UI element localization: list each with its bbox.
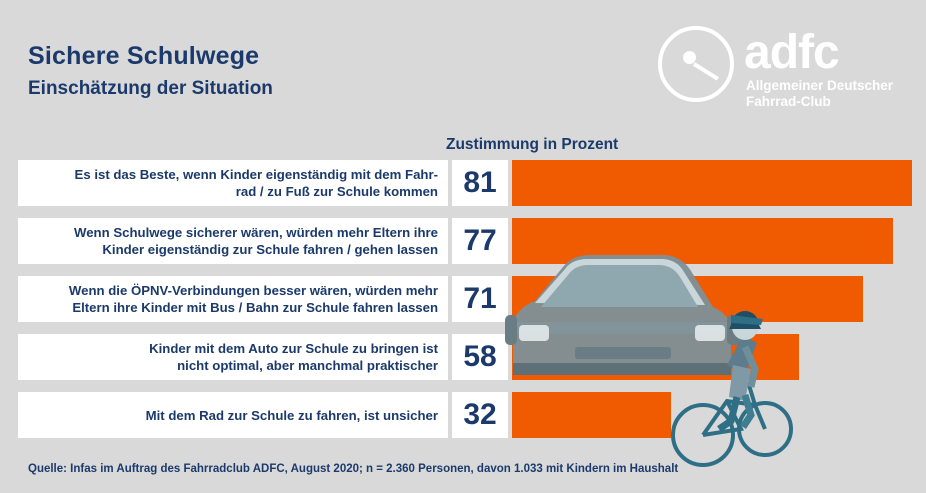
chart-row-value: 32: [452, 392, 508, 438]
chart-bar: [512, 334, 799, 380]
chart-row: [18, 392, 908, 438]
chart-bar: [512, 392, 671, 438]
chart-row: [18, 334, 908, 380]
chart-row-label-line1: Mit dem Rad zur Schule zu fahren, ist unsicher: [145, 407, 438, 423]
source-note: Quelle: Infas im Auftrag des Fahrradclub ADFC, August 2020; n = 2.360 Personen, davon 1.033 mit Kindern im Haushalt: [28, 463, 679, 475]
chart-row-label-line2: Eltern ihre Kinder mit Bus / Bahn zur Schule fahren lassen: [72, 300, 438, 315]
chart-row-label-line1: Es ist das Beste, wenn Kinder eigenständig mit dem Fahr-: [74, 167, 438, 182]
logo-tagline-line1: Allgemeiner Deutscher: [746, 78, 894, 93]
chart-row: [18, 218, 908, 264]
chart-row-label-line2: Kinder eigenständig zur Schule fahren / gehen lassen: [102, 242, 438, 257]
adfc-logo: [658, 24, 908, 110]
chart-row-label-line2: rad / zu Fuß zur Schule kommen: [235, 184, 438, 199]
chart-row: [18, 160, 908, 206]
chart-row-label-line1: Wenn die ÖPNV-Verbindungen besser wären, würden mehr: [68, 283, 438, 298]
chart-row-label: [18, 392, 448, 438]
chart-row-value: 71: [452, 276, 508, 322]
chart-row-label: [18, 218, 448, 264]
logo-wordmark: adfc: [744, 26, 839, 79]
bar-chart: [18, 160, 908, 452]
chart-row-value: 81: [452, 160, 508, 206]
chart-row-value: 77: [452, 218, 508, 264]
chart-bar: [512, 276, 863, 322]
chart-row-label: [18, 334, 448, 380]
chart-row-label: [18, 160, 448, 206]
page-subtitle: Einschätzung der Situation: [28, 78, 273, 99]
chart-row-label-line1: Kinder mit dem Auto zur Schule zu bringen ist: [149, 341, 438, 356]
logo-tagline-line2: Fahrrad-Club: [746, 94, 831, 109]
chart-row-value: 58: [452, 334, 508, 380]
chart-bar: [512, 160, 912, 206]
chart-row-label-line1: Wenn Schulwege sicherer wären, würden mehr Eltern ihre: [74, 225, 438, 240]
chart-row-label-line2: nicht optimal, aber manchmal praktischer: [177, 358, 438, 373]
chart-bar: [512, 218, 893, 264]
page-title: Sichere Schulwege: [28, 42, 260, 70]
chart-row-label: [18, 276, 448, 322]
chart-row: [18, 276, 908, 322]
logo-tagline: [746, 78, 893, 110]
chart-axis-label: Zustimmung in Prozent: [446, 136, 619, 153]
